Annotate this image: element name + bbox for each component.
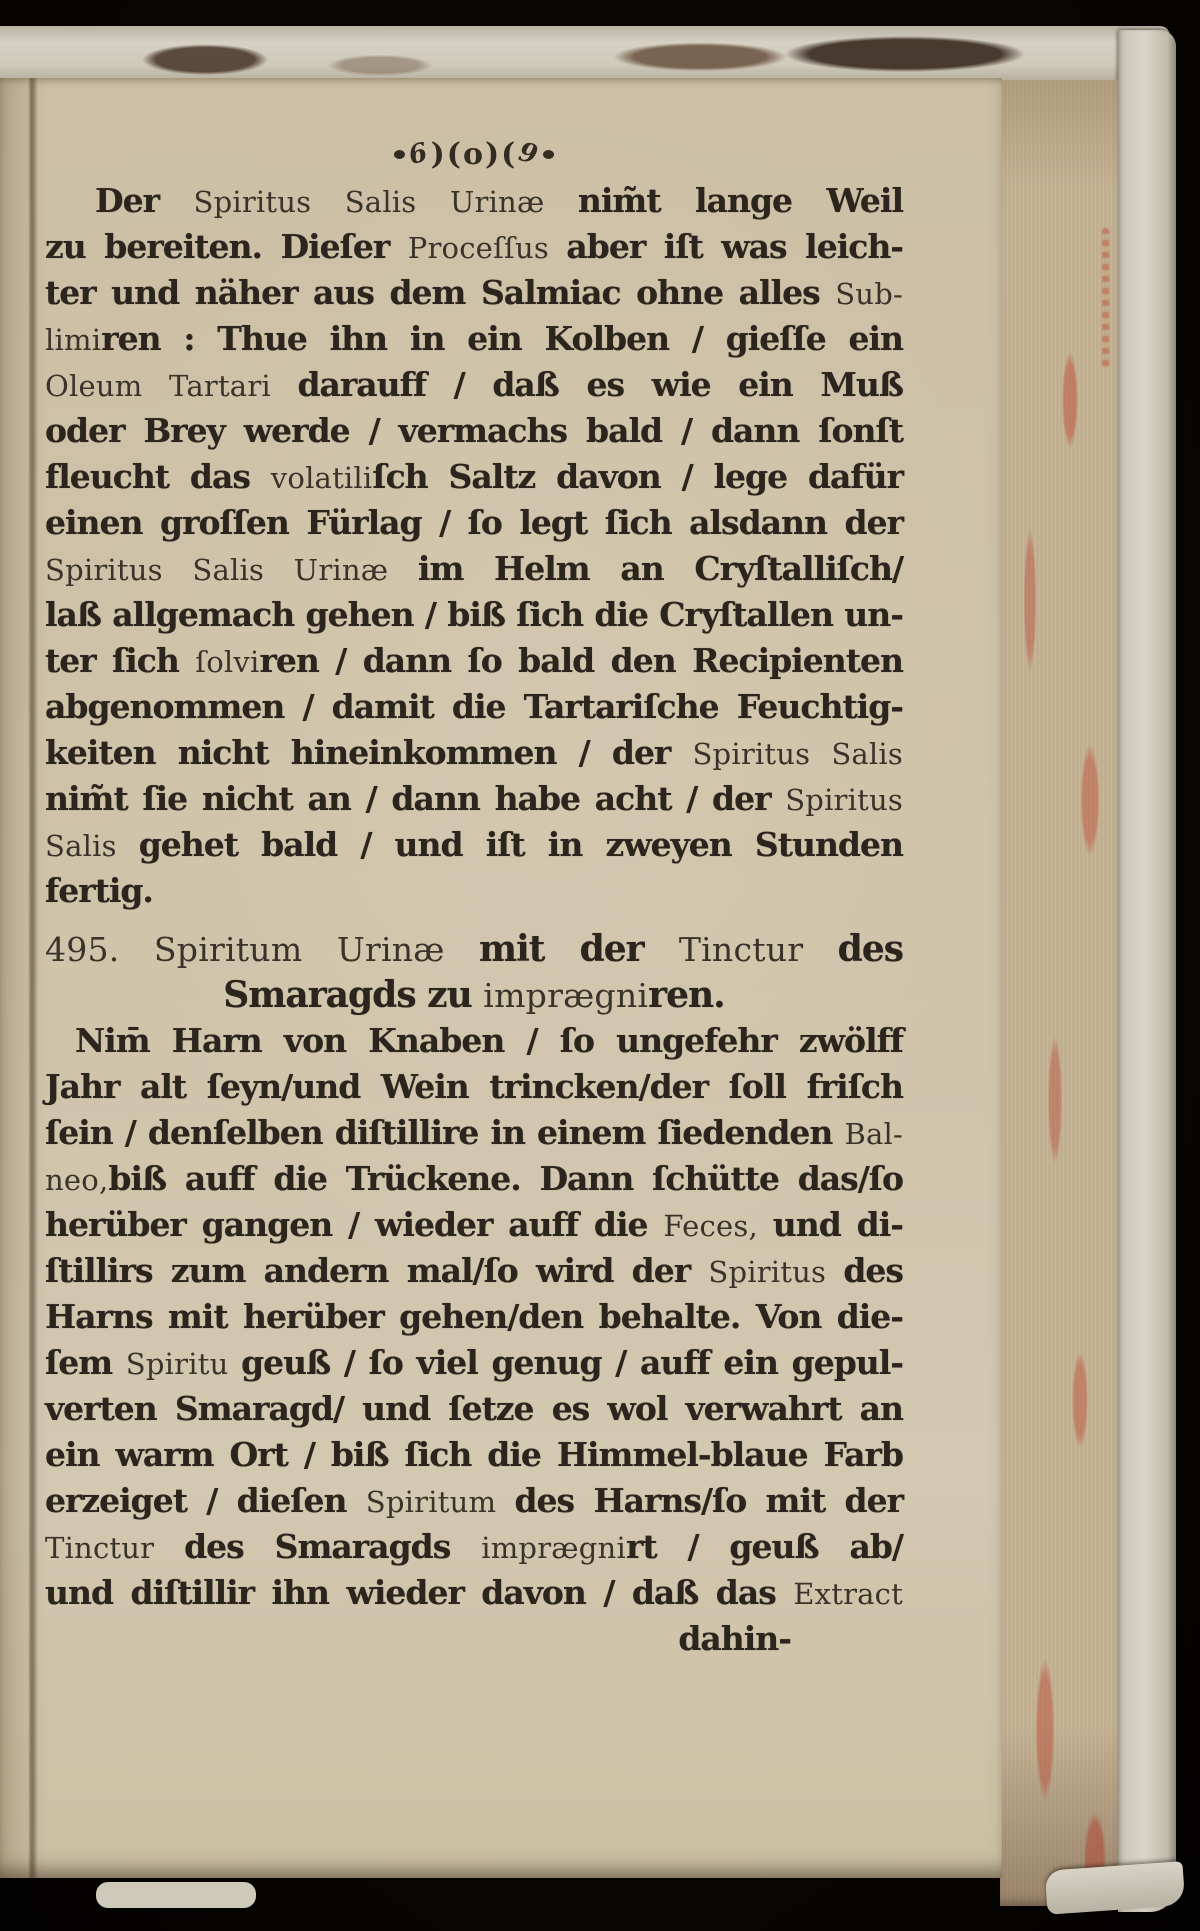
fraktur-text-segment: ren / dann ſo bald den Recipienten (259, 641, 903, 680)
fraktur-text-segment: abgenommen / damit die Tartariſche Feuchtig- (45, 687, 903, 726)
text-line (45, 270, 903, 316)
antiqua-text-segment: Salis (45, 829, 139, 863)
text-line (45, 546, 903, 592)
vellum-edge-bottom-left (96, 1882, 256, 1908)
fraktur-text-segment: ren : Thue ihn in ein Kolben / gieſſe ein (101, 319, 903, 358)
antiqua-text-segment: Spiritus Salis Urinæ (45, 553, 418, 587)
antiqua-text-segment: Extract (793, 1577, 903, 1611)
fraktur-text-segment: aber iſt was leich- (566, 227, 904, 266)
text-line (45, 730, 903, 776)
fraktur-text-segment: oder Brey werde / vermachs bald / dann ſonſt (45, 411, 903, 450)
text-line (45, 684, 903, 730)
text-line (45, 178, 903, 224)
fraktur-text-segment: mit der (479, 928, 679, 970)
text-line (45, 1570, 903, 1616)
antiqua-text-segment: limi (45, 323, 102, 357)
vellum-cover-right (1118, 30, 1176, 1912)
fraktur-text-segment: ter und näher aus dem Salmiac ohne alles (45, 273, 836, 312)
antiqua-text-segment: neo, (45, 1163, 109, 1197)
antiqua-text-segment: volatili (270, 461, 373, 495)
antiqua-text-segment: 495. Spiritum Urinæ (45, 930, 479, 969)
fraktur-text-segment: erzeiget / dieſen (45, 1481, 366, 1520)
fraktur-text-segment: Jahr alt ſeyn/und Wein trincken/der ſoll friſch (45, 1067, 903, 1106)
fraktur-text-segment: herüber gangen / wieder auff die (45, 1205, 664, 1244)
antiqua-text-segment: Spiritus Salis Urinæ (193, 185, 578, 219)
antiqua-text-segment: imprægni (481, 1531, 626, 1565)
text-line (45, 822, 903, 868)
antiqua-text-segment: Spiritus (785, 783, 903, 817)
fore-edge-page-stack (1000, 80, 1118, 1906)
fraktur-text-segment: fertig. (45, 871, 153, 910)
fraktur-text-segment: laß allgemach gehen / biß ſich die Cryſtallen un- (45, 595, 903, 634)
text-block (45, 130, 903, 1662)
antiqua-text-segment: imprægni (483, 976, 649, 1015)
red-edge-smudge (1102, 228, 1109, 368)
fleuron-right-icon: 9 (516, 137, 543, 171)
antiqua-text-segment: Sub- (835, 277, 903, 311)
fraktur-text-segment: darauff / daß es wie ein Muß (297, 365, 903, 404)
ornament-core: )(o)( (430, 136, 518, 172)
fraktur-text-segment: verten Smaragd/ und ſetze es wol verwahrt an (45, 1389, 903, 1428)
text-line (45, 1156, 903, 1202)
fraktur-text-segment: des (837, 928, 903, 970)
fraktur-text-segment: gehet bald / und iſt in zweyen Stunden (138, 825, 903, 864)
fraktur-text-segment: Nim̄ Harn von Knaben / ſo ungefehr zwölff (75, 1021, 903, 1060)
text-line (45, 638, 903, 684)
fraktur-text-segment: Smaragds zu (223, 974, 484, 1016)
fraktur-text-segment: nim̃t ſie nicht an / dann habe acht / der (45, 779, 786, 818)
text-line (45, 1524, 903, 1570)
fraktur-text-segment: biß auff die Trückene. Dann ſchütte das/ſo (108, 1159, 903, 1198)
fraktur-text-segment: ren. (648, 974, 725, 1016)
fraktur-text-segment: ſtillirs zum andern mal/ſo wird der (45, 1251, 709, 1290)
fraktur-text-segment: Harns mit herüber gehen/den behalte. Von die- (45, 1297, 903, 1336)
fraktur-text-segment: einen groſſen Fürlag / ſo legt ſich alsdann der (45, 503, 903, 542)
text-line (45, 868, 903, 914)
fraktur-text-segment: und di- (772, 1205, 903, 1244)
catchword (45, 1616, 903, 1662)
fraktur-text-segment: zu bereiten. Dieſer (45, 227, 408, 266)
antiqua-text-segment: ſolvi (195, 645, 260, 679)
text-line (45, 1478, 903, 1524)
antiqua-text-segment: Spiritus Salis (692, 737, 903, 771)
antiqua-text-segment: Proceſſus (407, 231, 567, 265)
fraktur-text-segment: des Smaragds (184, 1527, 482, 1566)
antiqua-text-segment: Feces, (663, 1209, 773, 1243)
binding-mottle (0, 26, 1170, 82)
text-line (45, 454, 903, 500)
text-line (45, 224, 903, 270)
antiqua-text-segment: Tinctur (678, 930, 838, 969)
fraktur-text-segment: des Harns/ſo mit der (514, 1481, 904, 1520)
text-line (45, 1294, 903, 1340)
text-line (45, 1018, 903, 1064)
fraktur-text-segment: ter ſich (45, 641, 196, 680)
antiqua-text-segment: Spiritum (365, 1485, 515, 1519)
vellum-cover-top (0, 26, 1170, 82)
fraktur-text-segment: ein warm Ort / biß ſich die Himmel-blaue Farb (45, 1435, 903, 1474)
antiqua-text-segment: Oleum Tartari (45, 369, 298, 403)
antiqua-text-segment: Spiritus (708, 1255, 844, 1289)
fraktur-text-segment: rt / geuß ab/ (625, 1527, 903, 1566)
text-line (45, 1064, 903, 1110)
text-line (45, 316, 903, 362)
fleuron-dot-right-icon (543, 150, 554, 159)
section-heading-line (45, 926, 903, 972)
text-line (45, 776, 903, 822)
antiqua-text-segment: Tinctur (45, 1531, 185, 1565)
header-ornament (45, 130, 903, 178)
text-line (45, 362, 903, 408)
text-line (45, 1110, 903, 1156)
fraktur-text-segment: dahin- (678, 1619, 791, 1658)
fraktur-text-segment: ſem (45, 1343, 126, 1382)
fraktur-text-segment: geuß / ſo viel genug / auff ein gepul- (241, 1343, 903, 1382)
text-line (45, 592, 903, 638)
text-line (45, 1202, 903, 1248)
fraktur-text-segment: ſch Saltz davon / lege dafür (372, 457, 903, 496)
antiqua-text-segment: Spiritu (125, 1347, 242, 1381)
fraktur-text-segment: Der (95, 181, 194, 220)
fleuron-dot-left-icon (394, 150, 405, 159)
text-line (45, 1386, 903, 1432)
fraktur-text-segment: keiten nicht hineinkommen / der (45, 733, 693, 772)
text-line (45, 408, 903, 454)
fraktur-text-segment: des (843, 1251, 903, 1290)
fleuron-left-icon: 6 (405, 137, 432, 171)
text-line (45, 500, 903, 546)
fraktur-text-segment: im Helm an Cryſtalliſch/ (417, 549, 903, 588)
antiqua-text-segment: Bal- (844, 1117, 903, 1151)
fraktur-text-segment: fleucht das (45, 457, 271, 496)
fraktur-text-segment: nim̃t lange Weil (577, 181, 903, 220)
book-page (0, 78, 1002, 1878)
fraktur-text-segment: ſein / denſelben diſtillire in einem ſiedenden (45, 1113, 845, 1152)
text-line (45, 1340, 903, 1386)
fraktur-text-segment: und diſtillir ihn wieder davon / daß das (45, 1573, 794, 1612)
text-line (45, 1432, 903, 1478)
text-line (45, 1248, 903, 1294)
section-heading-line (45, 972, 903, 1018)
